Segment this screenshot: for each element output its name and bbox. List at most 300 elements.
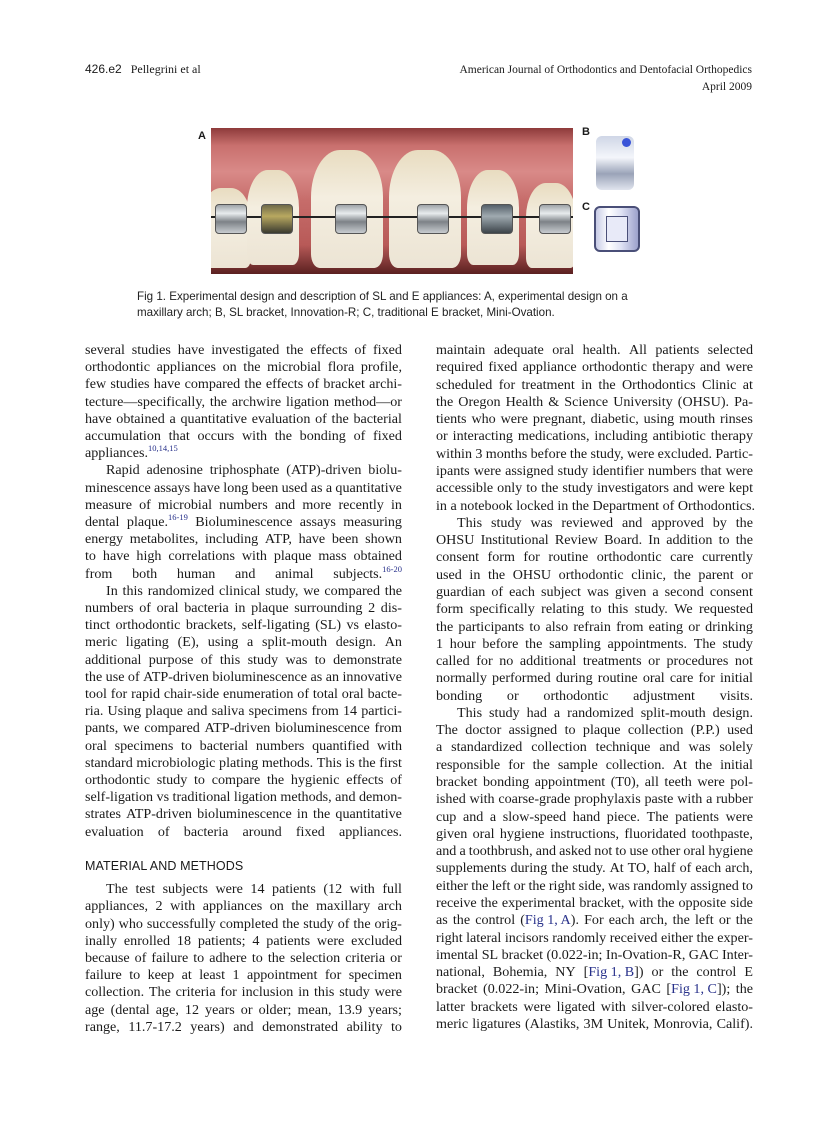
word: currently (702, 549, 753, 566)
word: was (285, 651, 308, 668)
word: orthodontic (85, 772, 150, 789)
word: second (664, 583, 704, 600)
word: clinical (219, 582, 261, 599)
word: hour (449, 635, 476, 652)
word: during (555, 670, 593, 687)
word: study (247, 651, 279, 668)
word: maintain (436, 342, 486, 358)
word: (Alastiks, (524, 1015, 580, 1032)
text-line (436, 480, 753, 497)
text-line (85, 531, 402, 548)
word: University (613, 393, 673, 410)
word: The (148, 984, 171, 1001)
word: ligated (556, 998, 596, 1015)
word: as (310, 668, 323, 685)
word: (Fig 1, A). (520, 912, 579, 929)
word: (OHSU). (677, 393, 730, 410)
word: and (622, 514, 643, 531)
word: bracket (323, 376, 365, 393)
text-line (85, 514, 402, 531)
word: slow-speed (502, 808, 567, 825)
text-run: evaluation of bacteria around fixed appliances. (85, 823, 402, 840)
figure-reference-link[interactable]: Fig 1, C (671, 981, 717, 998)
word: purpose (148, 651, 194, 668)
word: the (672, 912, 690, 929)
text-line (436, 394, 753, 411)
word: were (725, 462, 753, 479)
citation-superscript[interactable]: 10,14,15 (148, 443, 178, 454)
word: effects (310, 342, 348, 358)
word: to (194, 772, 205, 789)
word: and (699, 359, 721, 376)
word: and (187, 703, 208, 720)
word: a (247, 634, 254, 651)
word: been (331, 531, 359, 548)
word: the (358, 754, 376, 771)
word: Unitek, (607, 1015, 650, 1032)
word: of (390, 772, 402, 789)
word: for (110, 686, 128, 703)
word: meric (436, 1015, 469, 1032)
word: orthodontic (581, 359, 647, 376)
word: from (311, 703, 339, 720)
word: supplements (436, 860, 507, 877)
text-line (436, 739, 753, 756)
word: have (102, 548, 130, 565)
word: mean, (297, 1001, 332, 1018)
word: (12 (323, 881, 343, 898)
word: hygiene (499, 825, 545, 842)
word: study (156, 772, 188, 789)
word: rubber (716, 791, 753, 808)
word: appliance (522, 359, 577, 376)
text-line (436, 705, 753, 722)
word: the (353, 915, 371, 932)
text-line (436, 860, 753, 877)
text-line (85, 806, 402, 823)
word: elasto- (364, 617, 402, 634)
word: Institutional (480, 532, 549, 549)
word: with (376, 737, 402, 754)
word: doctor (465, 722, 502, 739)
text-line (85, 738, 402, 755)
word: Monrovia, (653, 1015, 713, 1032)
word: age, (155, 1001, 179, 1018)
text-line (436, 567, 753, 584)
word: teeth (664, 774, 692, 791)
word: plaque (145, 703, 183, 720)
word: participants (458, 618, 525, 635)
word: the (696, 929, 714, 946)
word: the (266, 772, 285, 789)
word: also (545, 618, 569, 635)
word: bacteria (184, 600, 229, 617)
word: the (673, 566, 691, 583)
text-line (436, 999, 753, 1016)
text-line (85, 881, 402, 898)
left-column (85, 342, 402, 1036)
word: effects (265, 376, 304, 393)
word: to (129, 967, 141, 984)
word: age (85, 1001, 105, 1018)
word: with (349, 881, 375, 898)
word: initial (720, 670, 753, 687)
word: study (557, 462, 589, 479)
word: or (741, 566, 753, 583)
text-line (436, 757, 753, 774)
word: either (660, 929, 694, 946)
word: right (548, 877, 576, 894)
word: this (219, 651, 241, 668)
text-run: in a notebook locked in the Department of Orthodontics. (436, 497, 755, 514)
word: hand (572, 808, 601, 825)
word: orig- (374, 915, 402, 932)
word: metabolites, (129, 531, 199, 548)
word: that (168, 428, 190, 445)
word: who (118, 915, 143, 932)
word: split-mouth (262, 634, 328, 651)
text-line (85, 824, 402, 841)
word: to (564, 722, 576, 739)
word: using (643, 411, 675, 428)
word: normally (436, 670, 487, 687)
panel-label-c: C (582, 201, 590, 213)
word: archi- (369, 376, 402, 393)
word: the (244, 376, 262, 393)
text-line (436, 463, 753, 480)
word: by (712, 514, 727, 531)
word: this (122, 582, 143, 599)
word: accessible (436, 480, 494, 497)
word: archwire (231, 393, 282, 410)
word: during (510, 860, 548, 877)
word: the (735, 912, 753, 929)
word: OHSU (436, 532, 475, 549)
word: initial (720, 756, 753, 773)
word: in (390, 496, 402, 513)
word: use (105, 668, 125, 685)
word: Oregon (458, 393, 501, 410)
text-line (85, 1019, 402, 1036)
word: innovative (342, 668, 402, 685)
word: This (457, 704, 483, 721)
word: At (672, 756, 687, 773)
word: The (693, 635, 716, 652)
word: inally (85, 932, 118, 949)
text-line (436, 688, 753, 705)
word: 4 (252, 932, 260, 949)
word: or (718, 912, 731, 929)
word: toothbrush, (468, 843, 533, 860)
word: and (436, 843, 457, 860)
word: demonstrate (333, 651, 402, 668)
word: pants, (85, 720, 119, 737)
word: study (722, 635, 753, 652)
word: 13.9 (337, 1001, 363, 1018)
figure-reference-link[interactable]: Fig 1, B (588, 964, 635, 981)
word: collection. (85, 984, 145, 1001)
word: the (735, 514, 753, 531)
word: total (312, 686, 338, 703)
text-line (436, 653, 753, 670)
word: orthodontic (558, 566, 624, 583)
figure-caption (137, 289, 717, 321)
word: selection (290, 949, 341, 966)
word: elasto- (715, 998, 753, 1015)
word: 18 (176, 932, 192, 949)
word: called (436, 653, 470, 670)
word: (dental (110, 1001, 150, 1018)
word: instructions, (549, 825, 620, 842)
text-line (436, 791, 753, 808)
word: or (648, 653, 660, 670)
word: been (251, 479, 279, 496)
word: the (471, 877, 489, 894)
word: the (436, 393, 454, 410)
word: specifically (469, 601, 535, 618)
text-line (85, 984, 402, 1001)
word: a (489, 808, 497, 825)
word: in (298, 984, 310, 1001)
word: fluoridated (624, 825, 687, 842)
word: demonstrated (262, 1018, 338, 1035)
text-line (85, 394, 402, 411)
text-line (85, 600, 402, 617)
word: hygiene (708, 843, 753, 860)
word: care (669, 670, 694, 687)
word: diabetic, (590, 411, 639, 428)
word: The (646, 808, 669, 825)
word: additional (85, 651, 142, 668)
word: the (384, 582, 402, 599)
word: used (436, 566, 462, 583)
text-line (436, 895, 753, 912)
word: in (581, 376, 593, 393)
word: 1 (232, 967, 240, 984)
word: studies (131, 342, 171, 358)
caption-line: maxillary arch; B, SL bracket, Innovation-R; C, traditional E bracket, Mini-Ovation. (137, 306, 555, 319)
word: GAC (688, 946, 719, 963)
word: collection. (605, 756, 665, 773)
word: orthodontic (85, 359, 150, 376)
word: rinses (720, 411, 753, 428)
word: assigned (508, 722, 558, 739)
word: responsible (436, 756, 501, 773)
word: the (532, 756, 550, 773)
word: for (698, 670, 715, 687)
word: was (688, 739, 711, 756)
word: traditional (172, 789, 231, 806)
word: several (85, 342, 125, 358)
text-line (85, 652, 402, 669)
word: & (548, 393, 560, 410)
text-line (436, 964, 753, 981)
word: of (127, 668, 140, 685)
word: paste (644, 791, 674, 808)
word: used (727, 722, 753, 739)
word: brackets, (185, 617, 237, 634)
paragraph (436, 515, 753, 705)
text-line (436, 411, 753, 428)
word: patients (272, 881, 316, 898)
word: the (735, 532, 753, 549)
word: Health (505, 393, 544, 410)
word: study, (590, 445, 624, 462)
word: the (487, 566, 506, 583)
word: shown (365, 531, 402, 548)
word: specimens (248, 703, 308, 720)
word: of (134, 949, 147, 966)
word: appliances (202, 898, 263, 915)
word: in (469, 566, 481, 583)
word: years) (190, 1018, 225, 1035)
section-heading: MATERIAL AND METHODS (85, 858, 244, 873)
word: and (659, 739, 680, 756)
word: brackets (470, 998, 518, 1015)
word: appointment (246, 967, 318, 984)
word: fixed (372, 342, 402, 358)
issue-date: April 2009 (701, 81, 752, 93)
citation-superscript[interactable]: 16-19 (167, 512, 188, 523)
word: biolu- (368, 462, 402, 479)
word: 2 (368, 600, 376, 617)
word: from (374, 720, 402, 737)
word: interacting (452, 428, 513, 445)
word: ligating (125, 634, 169, 651)
word: microbiologic (136, 754, 216, 771)
word: have (153, 376, 181, 393)
word: measure (85, 496, 132, 513)
word: before (482, 635, 519, 652)
word: of (200, 651, 213, 668)
panel-c-e-bracket-image (594, 206, 640, 252)
word: the (480, 895, 498, 911)
word: adequate (493, 342, 544, 358)
word: health. (582, 342, 621, 358)
text-line (436, 843, 753, 860)
word: maxillary (316, 898, 371, 915)
word: Board. (604, 532, 643, 549)
word: control (475, 912, 516, 929)
word: addition (666, 532, 713, 549)
word: profile, (360, 359, 402, 376)
word: adhere (209, 949, 247, 966)
word: specimen (348, 967, 402, 984)
word: the (274, 428, 292, 445)
word: with (677, 791, 703, 808)
text-line (85, 703, 402, 720)
word: study (491, 514, 522, 531)
word: therapy (652, 359, 695, 376)
word: of (315, 410, 327, 427)
word: antibiotic (652, 428, 706, 445)
word: study (489, 704, 520, 721)
word: with (170, 898, 196, 915)
word: as (436, 912, 448, 929)
word: pol- (730, 774, 753, 791)
word: excluded. (657, 445, 713, 462)
word: the (569, 445, 588, 462)
word: long (223, 479, 249, 496)
word: compared (324, 582, 380, 599)
word: numbers (85, 600, 134, 617)
word: not (734, 653, 753, 670)
citation-superscript[interactable]: 16-20 (382, 563, 402, 574)
word: for (324, 967, 342, 984)
word: a (706, 791, 713, 808)
word: mass (318, 548, 347, 565)
text-line (436, 947, 753, 964)
word: the (282, 915, 300, 932)
word: bracket, (579, 895, 625, 911)
word: half (653, 860, 676, 877)
text-line (85, 950, 402, 967)
word: this (607, 601, 629, 618)
word: side (730, 895, 753, 911)
word: (SL) (315, 617, 342, 634)
word: bonding (299, 428, 346, 445)
word: [Fig 1, B]) (583, 964, 644, 981)
word: ability (346, 1018, 383, 1035)
word: NY (555, 964, 576, 981)
word: with (600, 998, 626, 1015)
word: experimental (501, 895, 576, 911)
word: study (562, 480, 593, 497)
word: patients (266, 932, 311, 949)
word: other (651, 843, 681, 860)
word: recently (338, 496, 384, 513)
word: the (671, 964, 689, 981)
word: the (286, 342, 304, 358)
figure-reference-link[interactable]: Fig 1, A (524, 912, 571, 929)
text-line (85, 686, 402, 703)
word: and (274, 496, 296, 513)
word: (ATP)-driven (286, 462, 362, 479)
word: oral (156, 600, 179, 617)
word: silver-colored (631, 998, 710, 1015)
word: triphosphate (209, 462, 280, 479)
word: medications, (517, 428, 590, 445)
word: randomly (552, 929, 607, 946)
caption-line: Fig 1. Experimental design and description of SL and E appliances: A, experimental design on a (137, 290, 628, 303)
word: to (615, 843, 627, 860)
word: numbers (255, 737, 305, 754)
word: bacterial (353, 410, 402, 427)
text-line (85, 634, 402, 651)
word: Inter- (721, 946, 753, 963)
word: first (379, 754, 402, 771)
word: from (616, 618, 644, 635)
word: standardized (451, 739, 523, 756)
word: criteria (175, 984, 216, 1001)
figure-1 (196, 124, 646, 279)
word: correlations (168, 548, 235, 565)
word: coarse-grade (498, 791, 571, 808)
word: opposite (678, 895, 727, 911)
word: were (374, 984, 402, 1001)
word: minescence (85, 479, 151, 496)
word: for (523, 549, 540, 566)
word: Rapid (106, 462, 140, 479)
word: to (251, 949, 263, 966)
word: The (436, 722, 458, 739)
word: compared (184, 376, 241, 393)
word: were (215, 881, 243, 898)
text-line (85, 497, 402, 514)
word: this (313, 984, 335, 1001)
word: were (725, 359, 753, 376)
text-line (85, 755, 402, 772)
